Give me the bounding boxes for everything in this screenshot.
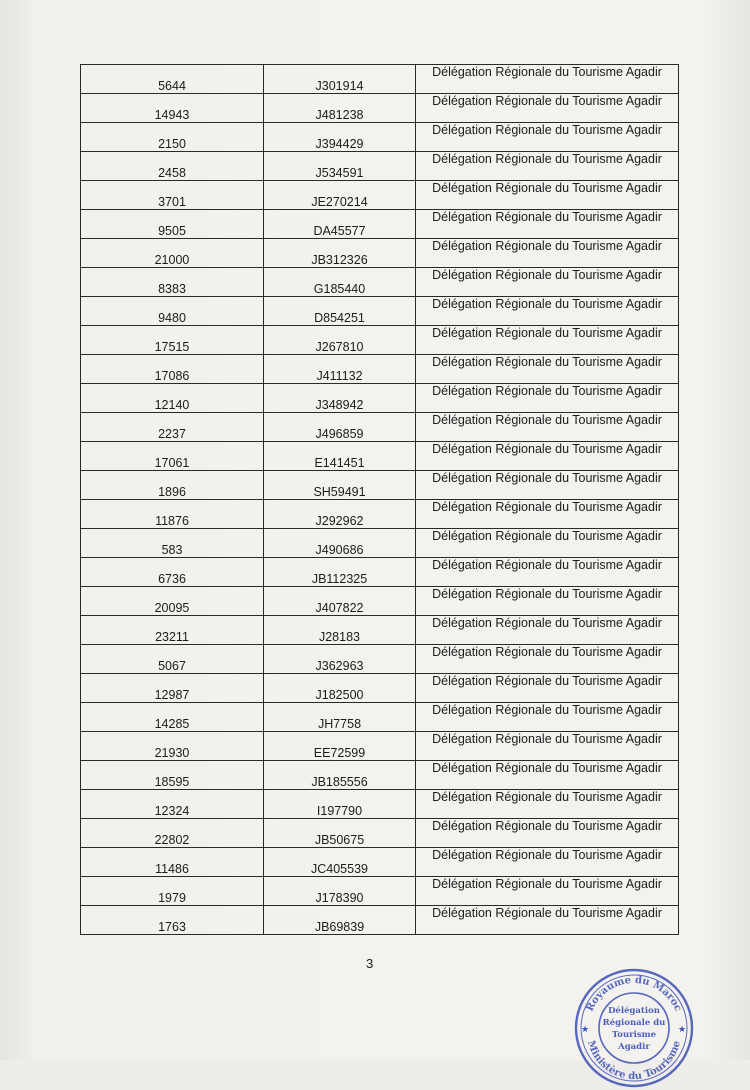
delegation-cell: Délégation Régionale du Tourisme Agadir — [416, 239, 679, 268]
number-cell: 21000 — [81, 239, 264, 268]
table-row — [81, 355, 679, 384]
id-cell: J407822 — [264, 587, 416, 616]
delegation-cell: Délégation Régionale du Tourisme Agadir — [416, 413, 679, 442]
delegation-cell: Délégation Régionale du Tourisme Agadir — [416, 732, 679, 761]
number-cell: 1763 — [81, 906, 264, 935]
delegation-cell: Délégation Régionale du Tourisme Agadir — [416, 65, 679, 94]
table-row — [81, 442, 679, 471]
registry-table — [80, 64, 679, 935]
id-cell: JB312326 — [264, 239, 416, 268]
number-cell: 14943 — [81, 94, 264, 123]
number-cell: 14285 — [81, 703, 264, 732]
delegation-cell: Délégation Régionale du Tourisme Agadir — [416, 616, 679, 645]
delegation-cell: Délégation Régionale du Tourisme Agadir — [416, 355, 679, 384]
id-cell: J182500 — [264, 674, 416, 703]
delegation-cell: Délégation Régionale du Tourisme Agadir — [416, 529, 679, 558]
id-cell: J496859 — [264, 413, 416, 442]
delegation-cell: Délégation Régionale du Tourisme Agadir — [416, 326, 679, 355]
number-cell: 21930 — [81, 732, 264, 761]
id-cell: J267810 — [264, 326, 416, 355]
delegation-cell: Délégation Régionale du Tourisme Agadir — [416, 210, 679, 239]
table-row — [81, 413, 679, 442]
table-row — [81, 210, 679, 239]
table-row — [81, 616, 679, 645]
stamp-center-line-2: Régionale du — [602, 1018, 666, 1028]
id-cell: SH59491 — [264, 471, 416, 500]
id-cell: E141451 — [264, 442, 416, 471]
id-cell: J394429 — [264, 123, 416, 152]
number-cell: 6736 — [81, 558, 264, 587]
id-cell: J534591 — [264, 152, 416, 181]
official-stamp — [572, 966, 696, 1090]
number-cell: 1896 — [81, 471, 264, 500]
stamp-ring-top-text: Royaume du Maroc — [584, 974, 684, 1014]
delegation-cell: Délégation Régionale du Tourisme Agadir — [416, 674, 679, 703]
id-cell: J301914 — [264, 65, 416, 94]
table-row — [81, 732, 679, 761]
id-cell: J411132 — [264, 355, 416, 384]
number-cell: 583 — [81, 529, 264, 558]
number-cell: 2150 — [81, 123, 264, 152]
number-cell: 17515 — [81, 326, 264, 355]
delegation-cell: Délégation Régionale du Tourisme Agadir — [416, 761, 679, 790]
table-row — [81, 471, 679, 500]
registry-table-body — [81, 65, 679, 935]
stamp-center-line-4: Agadir — [618, 1042, 650, 1052]
delegation-cell: Délégation Régionale du Tourisme Agadir — [416, 471, 679, 500]
delegation-cell: Délégation Régionale du Tourisme Agadir — [416, 558, 679, 587]
id-cell: EE72599 — [264, 732, 416, 761]
delegation-cell: Délégation Régionale du Tourisme Agadir — [416, 152, 679, 181]
number-cell: 12324 — [81, 790, 264, 819]
id-cell: J292962 — [264, 500, 416, 529]
table-row — [81, 123, 679, 152]
table-row — [81, 239, 679, 268]
table-row — [81, 500, 679, 529]
stamp-center-line-3: Tourisme — [611, 1030, 657, 1040]
table-row — [81, 529, 679, 558]
delegation-cell: Délégation Régionale du Tourisme Agadir — [416, 500, 679, 529]
delegation-cell: Délégation Régionale du Tourisme Agadir — [416, 384, 679, 413]
id-cell: JC405539 — [264, 848, 416, 877]
table-row — [81, 877, 679, 906]
number-cell: 5644 — [81, 65, 264, 94]
table-row — [81, 761, 679, 790]
id-cell: D854251 — [264, 297, 416, 326]
number-cell: 11876 — [81, 500, 264, 529]
id-cell: JB69839 — [264, 906, 416, 935]
number-cell: 5067 — [81, 645, 264, 674]
table-row — [81, 65, 679, 94]
delegation-cell: Délégation Régionale du Tourisme Agadir — [416, 703, 679, 732]
stamp-center-line-1: Délégation — [608, 1006, 660, 1016]
table-row — [81, 906, 679, 935]
delegation-cell: Délégation Régionale du Tourisme Agadir — [416, 123, 679, 152]
delegation-cell: Délégation Régionale du Tourisme Agadir — [416, 819, 679, 848]
table-row — [81, 587, 679, 616]
id-cell: J348942 — [264, 384, 416, 413]
id-cell: J178390 — [264, 877, 416, 906]
delegation-cell: Délégation Régionale du Tourisme Agadir — [416, 587, 679, 616]
delegation-cell: Délégation Régionale du Tourisme Agadir — [416, 906, 679, 935]
table-row — [81, 558, 679, 587]
number-cell: 17061 — [81, 442, 264, 471]
page-number: 3 — [366, 956, 374, 971]
id-cell: G185440 — [264, 268, 416, 297]
stamp-star-right-icon: ★ — [678, 1024, 687, 1034]
number-cell: 8383 — [81, 268, 264, 297]
table-row — [81, 297, 679, 326]
number-cell: 20095 — [81, 587, 264, 616]
number-cell: 11486 — [81, 848, 264, 877]
number-cell: 2237 — [81, 413, 264, 442]
id-cell: DA45577 — [264, 210, 416, 239]
number-cell: 12987 — [81, 674, 264, 703]
table-row — [81, 819, 679, 848]
delegation-cell: Délégation Régionale du Tourisme Agadir — [416, 848, 679, 877]
table-row — [81, 326, 679, 355]
id-cell: J28183 — [264, 616, 416, 645]
delegation-cell: Délégation Régionale du Tourisme Agadir — [416, 268, 679, 297]
id-cell: I197790 — [264, 790, 416, 819]
number-cell: 1979 — [81, 877, 264, 906]
id-cell: J481238 — [264, 94, 416, 123]
delegation-cell: Délégation Régionale du Tourisme Agadir — [416, 181, 679, 210]
number-cell: 3701 — [81, 181, 264, 210]
id-cell: JB112325 — [264, 558, 416, 587]
delegation-cell: Délégation Régionale du Tourisme Agadir — [416, 442, 679, 471]
table-row — [81, 674, 679, 703]
delegation-cell: Délégation Régionale du Tourisme Agadir — [416, 790, 679, 819]
table-row — [81, 152, 679, 181]
stamp-ring-bottom-text: Ministère du Tourisme — [584, 1039, 683, 1083]
number-cell: 22802 — [81, 819, 264, 848]
delegation-cell: Délégation Régionale du Tourisme Agadir — [416, 94, 679, 123]
number-cell: 23211 — [81, 616, 264, 645]
table-row — [81, 703, 679, 732]
table-row — [81, 645, 679, 674]
delegation-cell: Délégation Régionale du Tourisme Agadir — [416, 645, 679, 674]
number-cell: 17086 — [81, 355, 264, 384]
number-cell: 12140 — [81, 384, 264, 413]
delegation-cell: Délégation Régionale du Tourisme Agadir — [416, 297, 679, 326]
table-row — [81, 848, 679, 877]
id-cell: JB50675 — [264, 819, 416, 848]
table-row — [81, 384, 679, 413]
number-cell: 18595 — [81, 761, 264, 790]
number-cell: 2458 — [81, 152, 264, 181]
stamp-star-left-icon: ★ — [581, 1024, 590, 1034]
table-row — [81, 268, 679, 297]
number-cell: 9505 — [81, 210, 264, 239]
table-row — [81, 790, 679, 819]
id-cell: JE270214 — [264, 181, 416, 210]
id-cell: JB185556 — [264, 761, 416, 790]
table-row — [81, 94, 679, 123]
id-cell: J362963 — [264, 645, 416, 674]
id-cell: JH7758 — [264, 703, 416, 732]
id-cell: J490686 — [264, 529, 416, 558]
number-cell: 9480 — [81, 297, 264, 326]
delegation-cell: Délégation Régionale du Tourisme Agadir — [416, 877, 679, 906]
table-row — [81, 181, 679, 210]
